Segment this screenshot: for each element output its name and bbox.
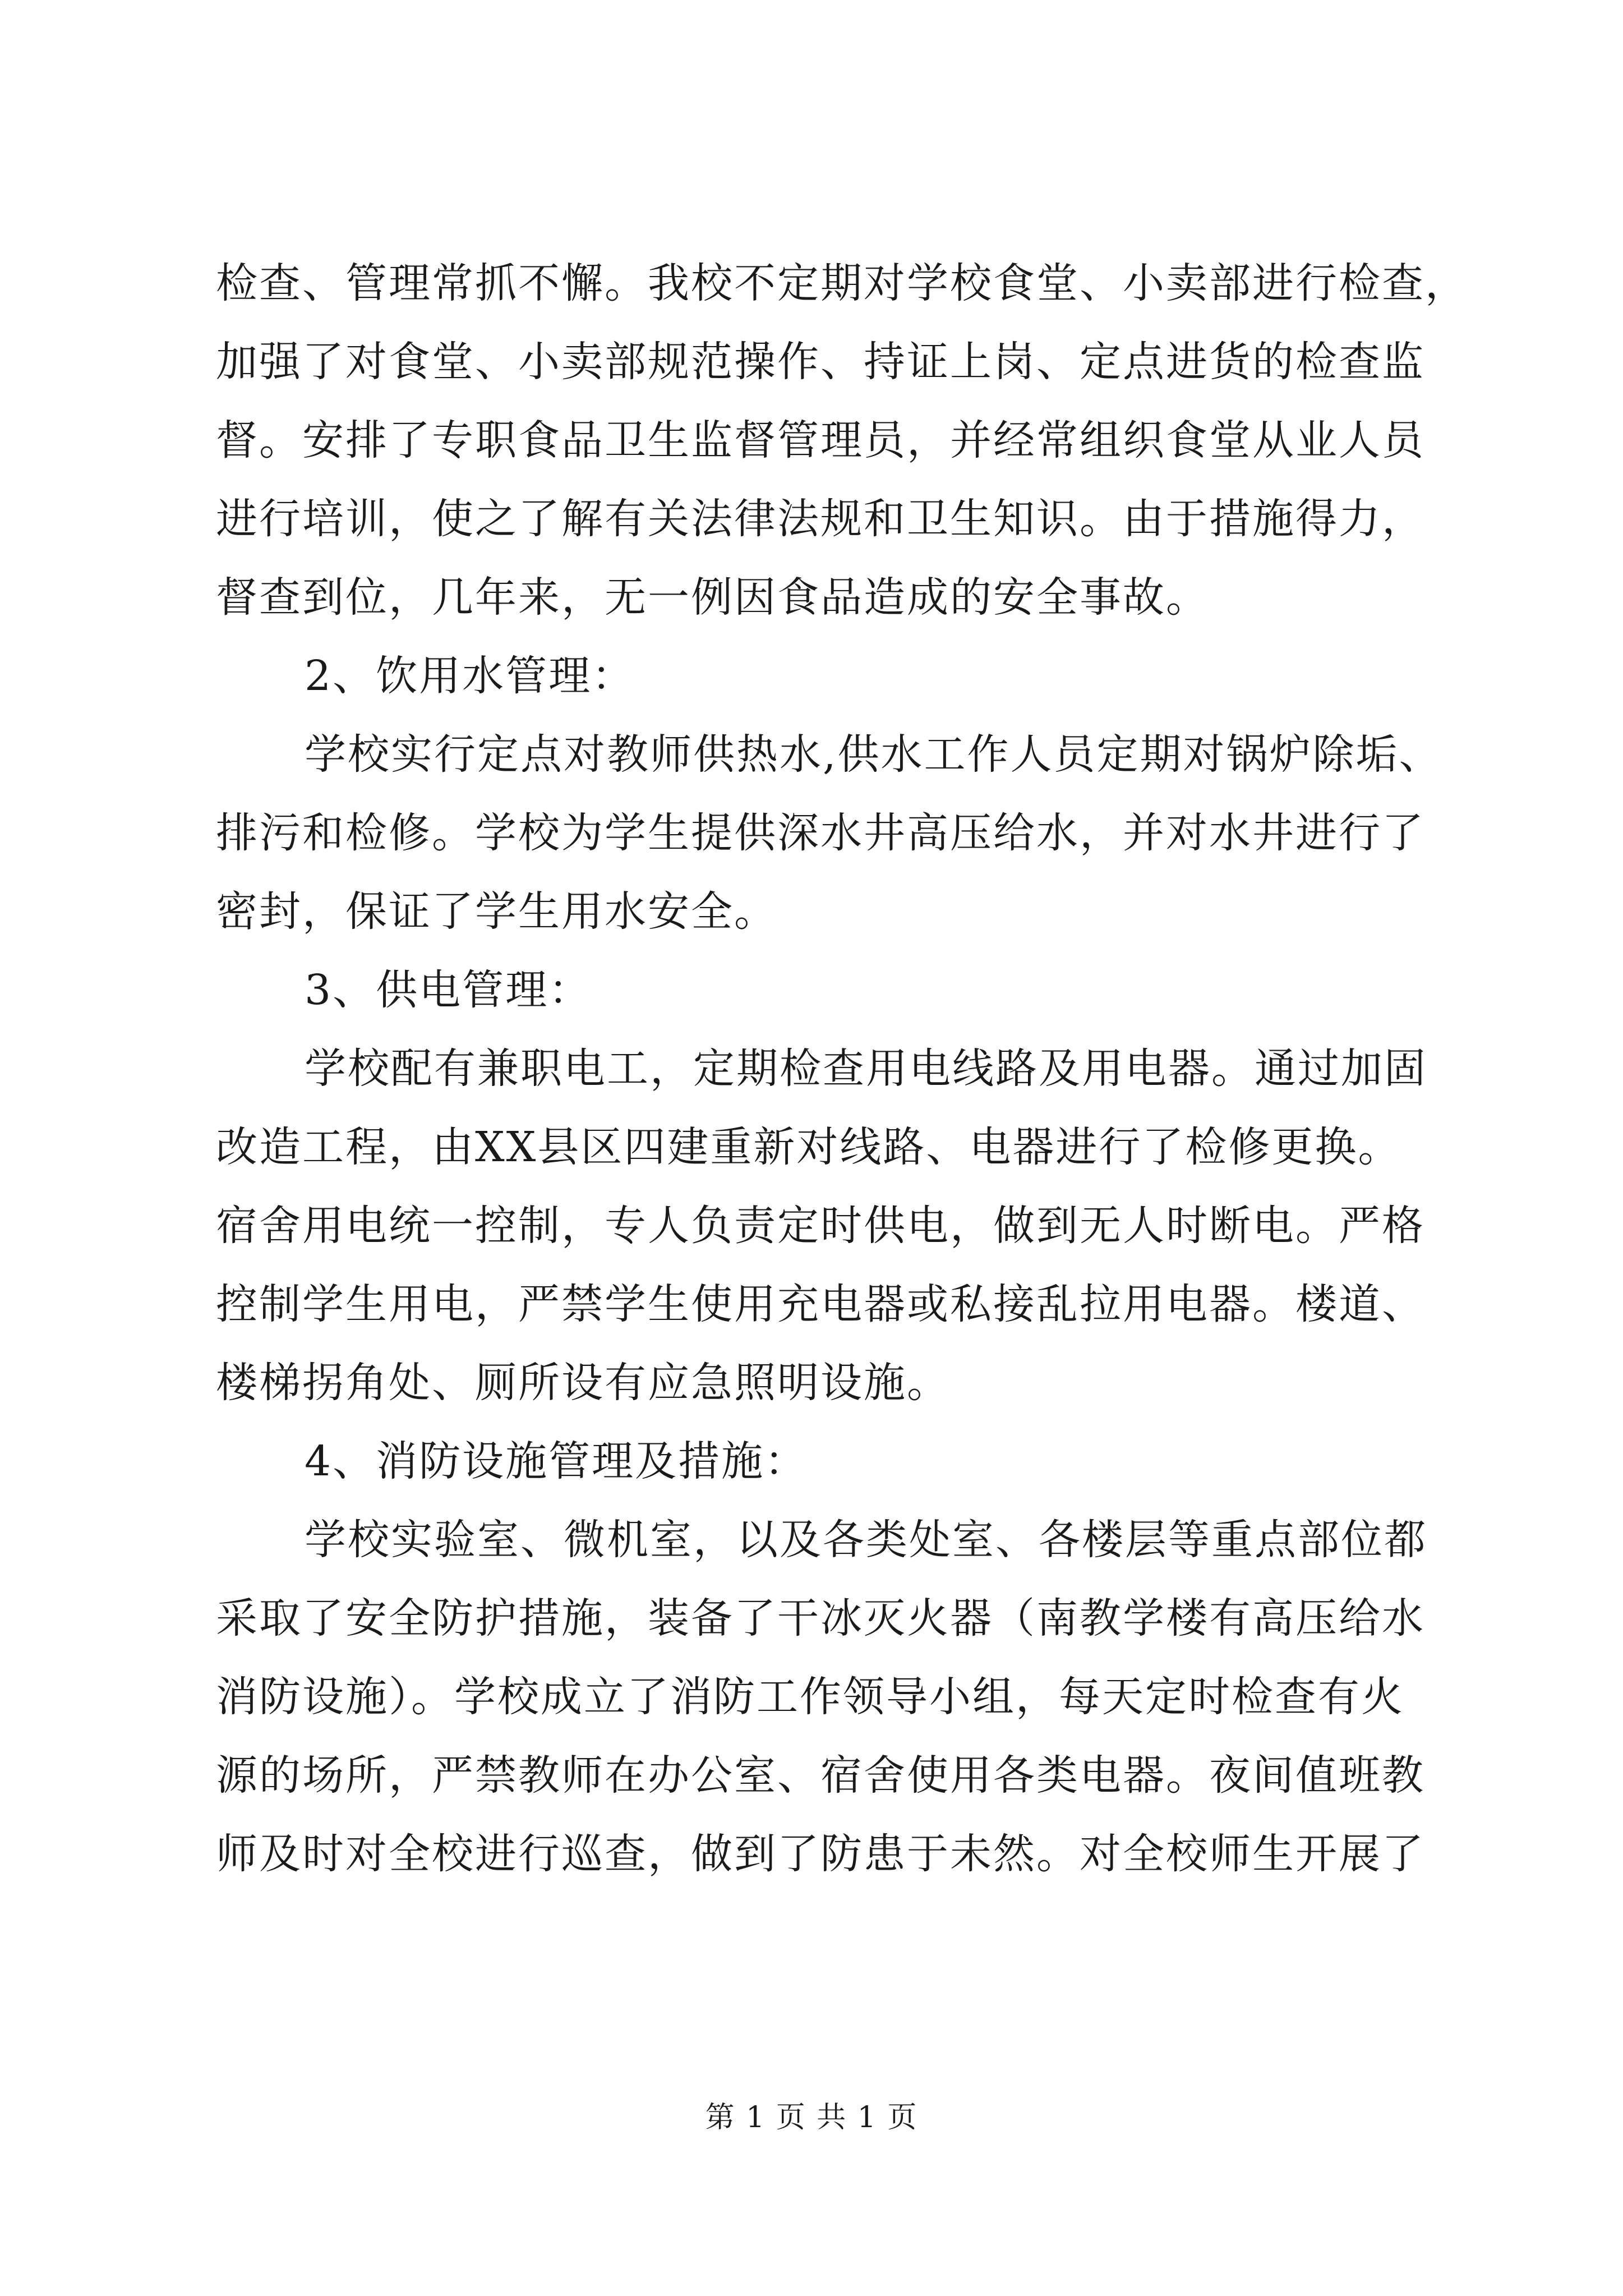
section-heading: 4、消防设施管理及措施：: [305, 1437, 808, 1485]
paragraph-line: 学校实验室、微机室，以及各类处室、各楼层等重点部位都: [305, 1516, 1427, 1564]
section-heading: 2、饮用水管理：: [305, 652, 635, 700]
paragraph-line: 检查、管理常抓不懈。我校不定期对学校食堂、小卖部进行检查，: [216, 259, 1468, 307]
paragraph-line: 加强了对食堂、小卖部规范操作、持证上岗、定点进货的检查监: [216, 338, 1425, 386]
paragraph-line: 督。安排了专职食品卫生监督管理员，并经常组织食堂从业人员: [216, 416, 1425, 464]
paragraph-line: 学校实行定点对教师供热水,供水工作人员定期对锅炉除垢、: [305, 730, 1442, 779]
paragraph-line: 密封，保证了学生用水安全。: [216, 887, 777, 936]
paragraph-line: 改造工程，由XX县区四建重新对线路、电器进行了检修更换。: [216, 1123, 1401, 1171]
paragraph-line: 学校配有兼职电工，定期检查用电线路及用电器。通过加固: [305, 1045, 1427, 1093]
paragraph-line: 进行培训，使之了解有关法律法规和卫生知识。由于措施得力，: [216, 495, 1425, 543]
page-footer: 第 1 页 共 1 页: [705, 2101, 918, 2134]
paragraph-line: 督查到位，几年来，无一例因食品造成的安全事故。: [216, 573, 1209, 622]
section-heading: 3、供电管理：: [305, 966, 592, 1014]
paragraph-line: 宿舍用电统一控制，专人负责定时供电，做到无人时断电。严格: [216, 1202, 1425, 1250]
paragraph-line: 楼梯拐角处、厕所设有应急照明设施。: [216, 1359, 950, 1407]
paragraph-line: 师及时对全校进行巡查，做到了防患于未然。对全校师生开展了: [216, 1830, 1425, 1878]
paragraph-line: 控制学生用电，严禁学生使用充电器或私接乱拉用电器。楼道、: [216, 1280, 1425, 1328]
paragraph-line: 源的场所，严禁教师在办公室、宿舍使用各类电器。夜间值班教: [216, 1751, 1425, 1800]
paragraph-line: 消防设施）。学校成立了消防工作领导小组，每天定时检查有火: [216, 1673, 1404, 1721]
paragraph-line: 排污和检修。学校为学生提供深水井高压给水，并对水井进行了: [216, 809, 1425, 857]
paragraph-line: 采取了安全防护措施，装备了干冰灭火器（南教学楼有高压给水: [216, 1594, 1425, 1642]
